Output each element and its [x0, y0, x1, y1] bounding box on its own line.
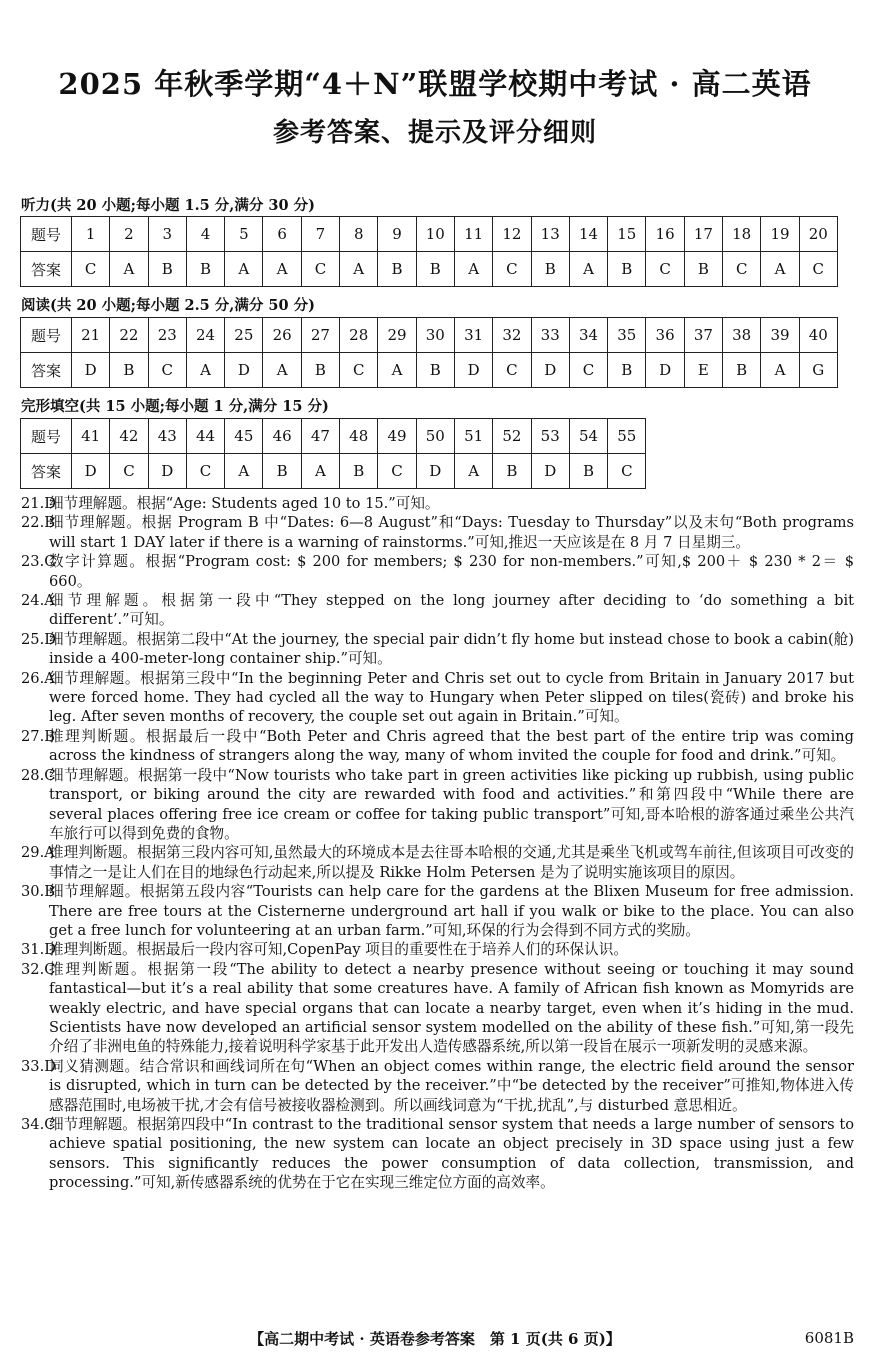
explanation-number: 33.D — [21, 1057, 56, 1075]
answer-cell: D — [225, 353, 263, 388]
question-number-cell: 9 — [378, 217, 416, 252]
question-number-cell: 45 — [225, 419, 263, 454]
question-number-row — [21, 318, 838, 353]
explanation-number: 31.D — [21, 941, 56, 959]
answer-cell: B — [493, 454, 531, 489]
question-number-cell: 30 — [416, 318, 454, 353]
answer-cell: C — [148, 353, 186, 388]
answer-table-cloze — [20, 418, 646, 489]
question-number-cell: 4 — [186, 217, 224, 252]
answer-cell: D — [531, 454, 569, 489]
answer-cell: G — [799, 353, 837, 388]
answer-cell: A — [454, 454, 492, 489]
page-subtitle: 参考答案、提示及评分细则 — [272, 118, 597, 148]
question-number-row — [21, 217, 838, 252]
answer-cell: C — [493, 353, 531, 388]
explanations — [21, 494, 854, 1193]
page-title: 2025 年秋季学期“4＋N”联盟学校期中考试 · 高二英语 — [58, 67, 812, 101]
question-number-cell: 2 — [110, 217, 148, 252]
answer-cell: C — [799, 252, 837, 287]
question-number-cell: 41 — [72, 419, 110, 454]
explanation-number: 28.C — [21, 766, 56, 784]
question-number-cell: 12 — [493, 217, 531, 252]
answer-cell: D — [416, 454, 454, 489]
explanation-item — [21, 552, 854, 591]
question-number-cell: 38 — [723, 318, 761, 353]
question-number-cell: 14 — [569, 217, 607, 252]
question-number-cell: 21 — [72, 318, 110, 353]
explanation-number: 25.D — [21, 630, 56, 648]
question-number-cell: 35 — [608, 318, 646, 353]
explanation-number: 29.A — [21, 844, 55, 862]
explanation-number: 24.A — [21, 592, 55, 610]
question-number-cell: 49 — [378, 419, 416, 454]
row-label: 答案 — [21, 252, 72, 287]
answer-cell: A — [761, 353, 799, 388]
answer-cell: C — [646, 252, 684, 287]
explanation-number: 26.A — [21, 669, 55, 687]
explanation-text: 细节理解题。根据“Age: Students aged 10 to 15.”可知。 — [49, 495, 440, 512]
answer-row — [21, 353, 838, 388]
explanation-number: 23.C — [21, 553, 56, 571]
answer-cell: B — [723, 353, 761, 388]
explanation-item — [21, 960, 854, 1057]
answer-cell: B — [378, 252, 416, 287]
explanation-text: 数字计算题。根据“Program cost: $ 200 for members; $ 230 for non-members.”可知,$ 200＋ $ 230 * 2＝ $ 660。 — [49, 553, 854, 590]
question-number-cell: 31 — [454, 318, 492, 353]
explanation-number: 34.C — [21, 1116, 56, 1133]
answer-cell: A — [340, 252, 378, 287]
answer-cell: A — [225, 454, 263, 489]
answer-cell: B — [569, 454, 607, 489]
answer-cell: D — [72, 454, 110, 489]
question-number-cell: 54 — [569, 419, 607, 454]
question-number-cell: 24 — [186, 318, 224, 353]
row-label: 题号 — [21, 318, 72, 353]
explanation-text: 细节理解题。根据第一段中“They stepped on the long journey after deciding to ‘do something a bit different’.”可知。 — [49, 592, 854, 629]
answer-cell: C — [378, 454, 416, 489]
answer-cell: D — [72, 353, 110, 388]
question-number-cell: 23 — [148, 318, 186, 353]
answer-row — [21, 454, 646, 489]
question-number-cell: 15 — [608, 217, 646, 252]
question-number-cell: 17 — [684, 217, 722, 252]
answer-cell: C — [723, 252, 761, 287]
answer-cell: A — [263, 252, 301, 287]
question-number-cell: 16 — [646, 217, 684, 252]
question-number-cell: 43 — [148, 419, 186, 454]
row-label: 题号 — [21, 217, 72, 252]
explanation-number: 27.B — [21, 727, 55, 745]
answer-cell: B — [531, 252, 569, 287]
question-number-cell: 19 — [761, 217, 799, 252]
question-number-cell: 50 — [416, 419, 454, 454]
question-number-cell: 7 — [301, 217, 339, 252]
question-number-cell: 34 — [569, 318, 607, 353]
row-label: 题号 — [21, 419, 72, 454]
question-number-cell: 6 — [263, 217, 301, 252]
section-heading-cloze: 完形填空(共 15 小题;每小题 1 分,满分 15 分) — [21, 398, 329, 415]
question-number-cell: 20 — [799, 217, 837, 252]
question-number-cell: 48 — [340, 419, 378, 454]
answer-cell: B — [110, 353, 148, 388]
question-number-cell: 1 — [72, 217, 110, 252]
explanation-number: 22.B — [21, 514, 55, 532]
explanation-text: 细节理解题。根据第一段中“Now tourists who take part in green activities like picking up rubbish, using public transport, or biking around the city are rewarded with food and activities.”和第四段中“While there are several places offering free ice cream or coffee for taking public transport”可知,哥本哈根的游客通过乘坐公共汽车旅行可以得到免费的食物。 — [49, 766, 854, 842]
answer-cell: A — [225, 252, 263, 287]
question-number-cell: 33 — [531, 318, 569, 353]
answer-cell: A — [186, 353, 224, 388]
question-number-cell: 11 — [454, 217, 492, 252]
explanation-number: 32.C — [21, 960, 56, 978]
explanation-item — [21, 882, 854, 940]
explanation-item — [21, 494, 854, 513]
answer-cell: B — [416, 252, 454, 287]
answer-table-listening — [20, 216, 838, 287]
question-number-cell: 46 — [263, 419, 301, 454]
explanation-text: 细节理解题。根据第三段中“In the beginning Peter and Chris set out to cycle from Britain in January 2017 but were forced home. They had cycled all the way to Hungary when Peter slipped on tiles(瓷砖) and broke his leg. After seven months of recovery, the couple set out again in Britain.”可知。 — [49, 669, 854, 726]
question-number-cell: 22 — [110, 318, 148, 353]
explanation-text: 词义猜测题。结合常识和画线词所在句“When an object comes within range, the electric field around the sensor is disrupted, which in turn can be detected by the receiver.”中“be detected by the receiver”可推知,物体进入传感器范围时,电场被干扰,才会有信号被接收器检测到。所以画线词意为“干扰,扰乱”,与 disturbed 意思相近。 — [49, 1057, 854, 1114]
answer-cell: C — [493, 252, 531, 287]
question-number-cell: 5 — [225, 217, 263, 252]
answer-cell: C — [72, 252, 110, 287]
answer-cell: A — [454, 252, 492, 287]
question-number-cell: 13 — [531, 217, 569, 252]
row-label: 答案 — [21, 454, 72, 489]
question-number-cell: 53 — [531, 419, 569, 454]
explanation-text: 推理判断题。根据第三段内容可知,虽然最大的环境成本是去往哥本哈根的交通,尤其是乘坐飞机或驾车前往,但该项目可改变的事情之一是让人们在目的地绿色行动起来,所以提及 Rikke Holm Petersen 是为了说明实施该项目的原因。 — [49, 844, 854, 881]
explanation-text: 推理判断题。根据第一段“The ability to detect a nearby presence without seeing or touching it may sound fantastical—but it’s a real ability that some creatures have. A family of African fish known as Momyrids are weakly electric, and have special organs that can locate a nearby target, even when it’s hiding in the mud. Scientists have now developed an artificial sensor system modelled on the ability of these fish.”可知,第一段先介绍了非洲电鱼的特殊能力,接着说明科学家基于此开发出人造传感器系统,所以第一段旨在展示一项新发明的灵感来源。 — [49, 960, 854, 1056]
answer-cell: B — [608, 353, 646, 388]
answer-cell: B — [608, 252, 646, 287]
explanation-item — [21, 630, 854, 669]
section-heading-reading: 阅读(共 20 小题;每小题 2.5 分,满分 50 分) — [21, 297, 315, 314]
explanation-item — [21, 513, 854, 552]
explanation-text: 推理判断题。根据最后一段内容可知,CopenPay 项目的重要性在于培养人们的环保认识。 — [49, 941, 628, 959]
explanation-item — [21, 766, 854, 844]
explanation-text: 细节理解题。根据第四段中“In contrast to the traditional sensor system that needs a large number of sensors to achieve spatial positioning, the new system can locate an object precisely in 3D space using just a few sensors. This significantly reduces the power consumption of data collection, transmission, and processing.”可知,新传感器系统的优势在于它在实现三维定位方面的高效率。 — [49, 1116, 854, 1192]
explanation-text: 推理判断题。根据最后一段中“Both Peter and Chris agreed that the best part of the entire trip was coming across the kindness of strangers along the way, many of whom invited the couple for food and drink.”可知。 — [49, 727, 854, 765]
answer-cell: D — [454, 353, 492, 388]
answer-cell: B — [186, 252, 224, 287]
answer-cell: A — [263, 353, 301, 388]
answer-cell: C — [608, 454, 646, 489]
answer-cell: A — [110, 252, 148, 287]
answer-cell: E — [684, 353, 722, 388]
answer-cell: C — [301, 252, 339, 287]
question-number-row — [21, 419, 646, 454]
answer-cell: A — [378, 353, 416, 388]
question-number-cell: 28 — [340, 318, 378, 353]
question-number-cell: 27 — [301, 318, 339, 353]
question-number-cell: 3 — [148, 217, 186, 252]
question-number-cell: 36 — [646, 318, 684, 353]
answer-cell: A — [761, 252, 799, 287]
question-number-cell: 40 — [799, 318, 837, 353]
question-number-cell: 42 — [110, 419, 148, 454]
explanation-text: 细节理解题。根据第二段中“At the journey, the special pair didn’t fly home but instead chose to book a cabin(舱) inside a 400-meter-long container ship.”可知。 — [49, 630, 854, 668]
question-number-cell: 26 — [263, 318, 301, 353]
question-number-cell: 10 — [416, 217, 454, 252]
explanation-item — [21, 727, 854, 766]
answer-cell: D — [646, 353, 684, 388]
answer-cell: B — [301, 353, 339, 388]
explanation-text: 细节理解题。根据第五段内容“Tourists can help care for the gardens at the Blixen Museum for free admission. There are free tours at the Cisternerne underground art hall if you walk or bike to the place. You can also get a free lunch for volunteering at an urban farm.”可知,环保的行为会得到不同方式的奖励。 — [49, 883, 854, 939]
answer-cell: C — [340, 353, 378, 388]
answer-cell: B — [148, 252, 186, 287]
question-number-cell: 44 — [186, 419, 224, 454]
question-number-cell: 51 — [454, 419, 492, 454]
explanation-item — [21, 940, 854, 959]
question-number-cell: 8 — [340, 217, 378, 252]
question-number-cell: 37 — [684, 318, 722, 353]
question-number-cell: 29 — [378, 318, 416, 353]
section-heading-listening: 听力(共 20 小题;每小题 1.5 分,满分 30 分) — [21, 197, 315, 214]
answer-cell: B — [684, 252, 722, 287]
answer-cell: B — [340, 454, 378, 489]
answer-cell: D — [148, 454, 186, 489]
explanation-item — [21, 669, 854, 727]
explanation-item — [21, 1115, 854, 1193]
explanation-number: 30.B — [21, 883, 55, 901]
document-code: 6081B — [804, 1329, 854, 1347]
answer-cell: C — [186, 454, 224, 489]
question-number-cell: 39 — [761, 318, 799, 353]
question-number-cell: 25 — [225, 318, 263, 353]
answer-table-reading — [20, 317, 838, 388]
explanation-text: 细节理解题。根据 Program B 中“Dates: 6—8 August”和“Days: Tuesday to Thursday”以及末句“Both programs will start 1 DAY later if there is a warning of rainstorms.”可知,推迟一天应该是在 8 月 7 日星期三。 — [49, 514, 854, 551]
question-number-cell: 55 — [608, 419, 646, 454]
question-number-cell: 47 — [301, 419, 339, 454]
answer-cell: C — [569, 353, 607, 388]
row-label: 答案 — [21, 353, 72, 388]
question-number-cell: 32 — [493, 318, 531, 353]
explanation-item — [21, 1057, 854, 1115]
page-footer: 【高二期中考试 · 英语卷参考答案 第 1 页(共 6 页)】 — [249, 1330, 621, 1348]
answer-cell: A — [569, 252, 607, 287]
answer-cell: C — [110, 454, 148, 489]
answer-cell: B — [416, 353, 454, 388]
explanation-item — [21, 591, 854, 630]
explanation-number: 21.D — [21, 495, 56, 512]
answer-cell: A — [301, 454, 339, 489]
explanation-item — [21, 843, 854, 882]
answer-cell: D — [531, 353, 569, 388]
answer-cell: B — [263, 454, 301, 489]
question-number-cell: 18 — [723, 217, 761, 252]
answer-row — [21, 252, 838, 287]
question-number-cell: 52 — [493, 419, 531, 454]
